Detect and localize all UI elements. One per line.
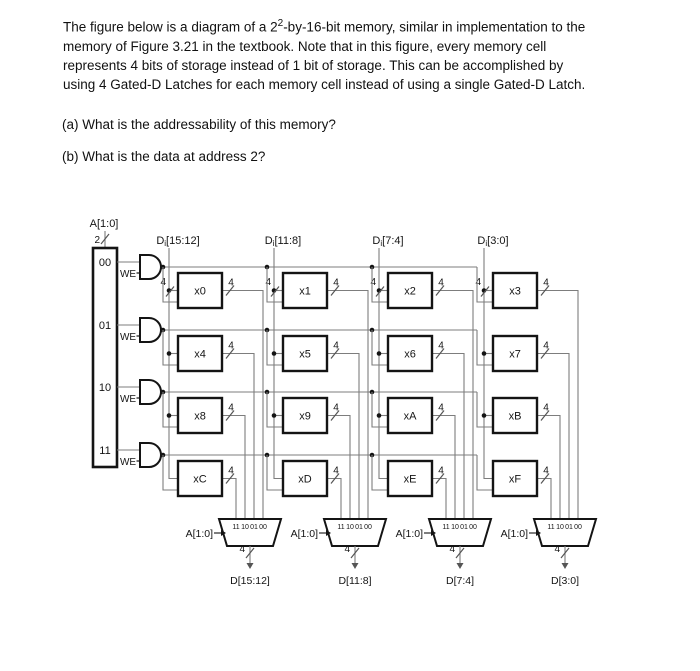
cell-output-width-label: 4 — [228, 277, 234, 289]
mux-select-label-11: 11 — [337, 524, 345, 531]
cell-we-wire — [267, 455, 283, 490]
memory-cell-label-xB: xB — [508, 410, 522, 423]
data-column-label: Di[3:0] — [477, 235, 509, 248]
memory-cell-label-x4: x4 — [194, 348, 206, 361]
and-gate-row-01 — [140, 318, 161, 342]
intro-line: memory of Figure 3.21 in the textbook. Note that in this figure, every memory cell — [63, 38, 547, 54]
cell-output-width-label: 4 — [333, 340, 339, 352]
memory-cell-label-x7: x7 — [509, 348, 521, 361]
mux-select-label-00: 00 — [259, 524, 267, 531]
cell-output-wire — [432, 354, 464, 520]
cell-output-width-label: 4 — [543, 465, 549, 477]
mux-output-width-label: 4 — [554, 544, 560, 555]
cell-output-wire — [327, 354, 359, 520]
mux-address-label: A[1:0] — [395, 528, 423, 540]
data-input-width-label: 4 — [370, 277, 376, 288]
mux-select-label-01: 01 — [460, 524, 468, 531]
mux-output-arrowhead — [562, 563, 569, 569]
mux-output-arrowhead — [457, 563, 464, 569]
question-a: (a) What is the addressability of this memory? — [62, 117, 336, 132]
mux-address-label: A[1:0] — [185, 528, 213, 540]
mux-output-arrowhead — [352, 563, 359, 569]
intro-line: represents 4 bits of storage instead of 1 bit of storage. This can be accomplished by — [63, 57, 564, 73]
cell-we-wire — [267, 392, 283, 427]
mux-output-label: D[11:8] — [338, 575, 372, 587]
junction-dot — [167, 351, 172, 356]
data-input-width-label: 4 — [475, 277, 481, 288]
memory-cell-label-xC: xC — [193, 473, 207, 486]
memory-cell-label-x6: x6 — [404, 348, 416, 361]
mux-output-label: D[15:12] — [230, 575, 270, 587]
mux-select-label-00: 00 — [574, 524, 582, 531]
mux-select-label-10: 10 — [241, 524, 249, 531]
memory-cell-label-xE: xE — [403, 473, 417, 486]
cell-output-width-label: 4 — [333, 465, 339, 477]
memory-cell-label-xF: xF — [508, 473, 522, 486]
mux-select-label-11: 11 — [442, 524, 450, 531]
cell-output-width-label: 4 — [438, 340, 444, 352]
cell-we-wire — [372, 455, 388, 490]
cell-output-width-label: 4 — [228, 340, 234, 352]
mux-select-label-10: 10 — [346, 524, 354, 531]
cell-we-wire — [477, 330, 493, 365]
intro-line: The figure below is a diagram of a $2^2-by-16$-bit memory, similar in implementation to the — [63, 18, 586, 35]
mux-select-label-11: 11 — [547, 524, 555, 531]
memory-cell-label-xA: xA — [403, 410, 417, 423]
data-column-wire — [169, 248, 178, 479]
junction-dot — [482, 351, 487, 356]
junction-dot — [377, 413, 382, 418]
cell-output-width-label: 4 — [333, 277, 339, 289]
mux-address-label: A[1:0] — [500, 528, 528, 540]
cell-we-wire — [477, 455, 493, 490]
decoder-row-label-11: 11 — [99, 445, 111, 457]
cell-we-wire — [372, 330, 388, 365]
mux-select-label-00: 00 — [469, 524, 477, 531]
memory-cell-label-x1: x1 — [299, 285, 311, 298]
cell-output-wire — [432, 479, 446, 520]
cell-output-width-label: 4 — [438, 277, 444, 289]
junction-dot — [272, 351, 277, 356]
junction-dot — [272, 413, 277, 418]
junction-dot — [167, 413, 172, 418]
data-column-label: Di[15:12] — [156, 235, 200, 248]
we-label: WE — [119, 457, 137, 468]
and-gate-row-11 — [140, 443, 161, 467]
mux-output-width-label: 4 — [344, 544, 350, 555]
cell-output-width-label: 4 — [228, 465, 234, 477]
mux-select-label-01: 01 — [565, 524, 573, 531]
mux-output-width-label: 4 — [449, 544, 455, 555]
cell-we-wire — [163, 392, 178, 427]
memory-cell-label-x3: x3 — [509, 285, 521, 298]
we-label: WE — [119, 332, 137, 343]
memory-cell-label-x5: x5 — [299, 348, 311, 361]
cell-output-width-label: 4 — [228, 402, 234, 414]
data-column-wire — [274, 248, 283, 479]
mux-output-width-label: 4 — [239, 544, 245, 555]
mux-output-arrowhead — [247, 563, 254, 569]
cell-output-wire — [327, 479, 341, 520]
cell-output-width-label: 4 — [438, 402, 444, 414]
cell-output-width-label: 4 — [543, 340, 549, 352]
decoder-row-label-00: 00 — [98, 257, 112, 269]
mux-output-label: D[7:4] — [445, 575, 475, 587]
decoder-row-label-10: 10 — [98, 382, 112, 394]
data-column-wire — [484, 248, 493, 479]
data-column-label: Di[7:4] — [372, 235, 404, 248]
memory-cell-label-xD: xD — [298, 473, 312, 486]
cell-output-width-label: 4 — [333, 402, 339, 414]
address-bus-label: A[1:0] — [89, 218, 119, 230]
and-gate-row-00 — [140, 255, 161, 279]
mux-select-label-00: 00 — [364, 524, 372, 531]
memory-cell-label-x2: x2 — [404, 285, 416, 298]
mux-select-label-10: 10 — [556, 524, 564, 531]
decoder-row-label-01: 01 — [98, 320, 112, 332]
data-column-wire — [379, 248, 388, 479]
junction-dot — [482, 413, 487, 418]
we-label: WE — [119, 269, 137, 280]
mux-address-label: A[1:0] — [290, 528, 318, 540]
cell-output-width-label: 4 — [438, 465, 444, 477]
data-column-label: Di[11:8] — [264, 235, 302, 248]
cell-we-wire — [477, 392, 493, 427]
data-input-width-label: 4 — [265, 277, 271, 288]
we-label: WE — [119, 394, 137, 405]
data-input-width-label: 4 — [160, 277, 166, 288]
mux-select-label-10: 10 — [451, 524, 459, 531]
cell-output-width-label: 4 — [543, 277, 549, 289]
cell-we-wire — [163, 330, 178, 365]
cell-output-wire — [222, 479, 236, 520]
mux-select-label-11: 11 — [232, 524, 240, 531]
cell-we-wire — [267, 330, 283, 365]
cell-output-width-label: 4 — [543, 402, 549, 414]
superscript: 2 — [277, 18, 284, 29]
intro-line: using 4 Gated-D Latches for each memory cell instead of using a single Gated-D Latch. — [63, 76, 586, 92]
and-gate-row-10 — [140, 380, 161, 404]
memory-cell-label-x8: x8 — [194, 410, 206, 423]
cell-we-wire — [163, 455, 178, 490]
junction-dot — [377, 351, 382, 356]
mux-output-label: D[3:0] — [550, 575, 580, 587]
cell-output-wire — [537, 479, 551, 520]
memory-cell-label-x9: x9 — [299, 410, 311, 423]
cell-we-wire — [372, 392, 388, 427]
memory-cell-label-x0: x0 — [194, 285, 206, 298]
mux-select-label-01: 01 — [250, 524, 258, 531]
cell-output-wire — [537, 354, 569, 520]
question-b: (b) What is the data at address 2? — [62, 149, 266, 164]
cell-output-wire — [222, 354, 254, 520]
address-width-label: 2 — [94, 235, 100, 246]
address-decoder — [93, 248, 117, 467]
mux-select-label-01: 01 — [355, 524, 363, 531]
